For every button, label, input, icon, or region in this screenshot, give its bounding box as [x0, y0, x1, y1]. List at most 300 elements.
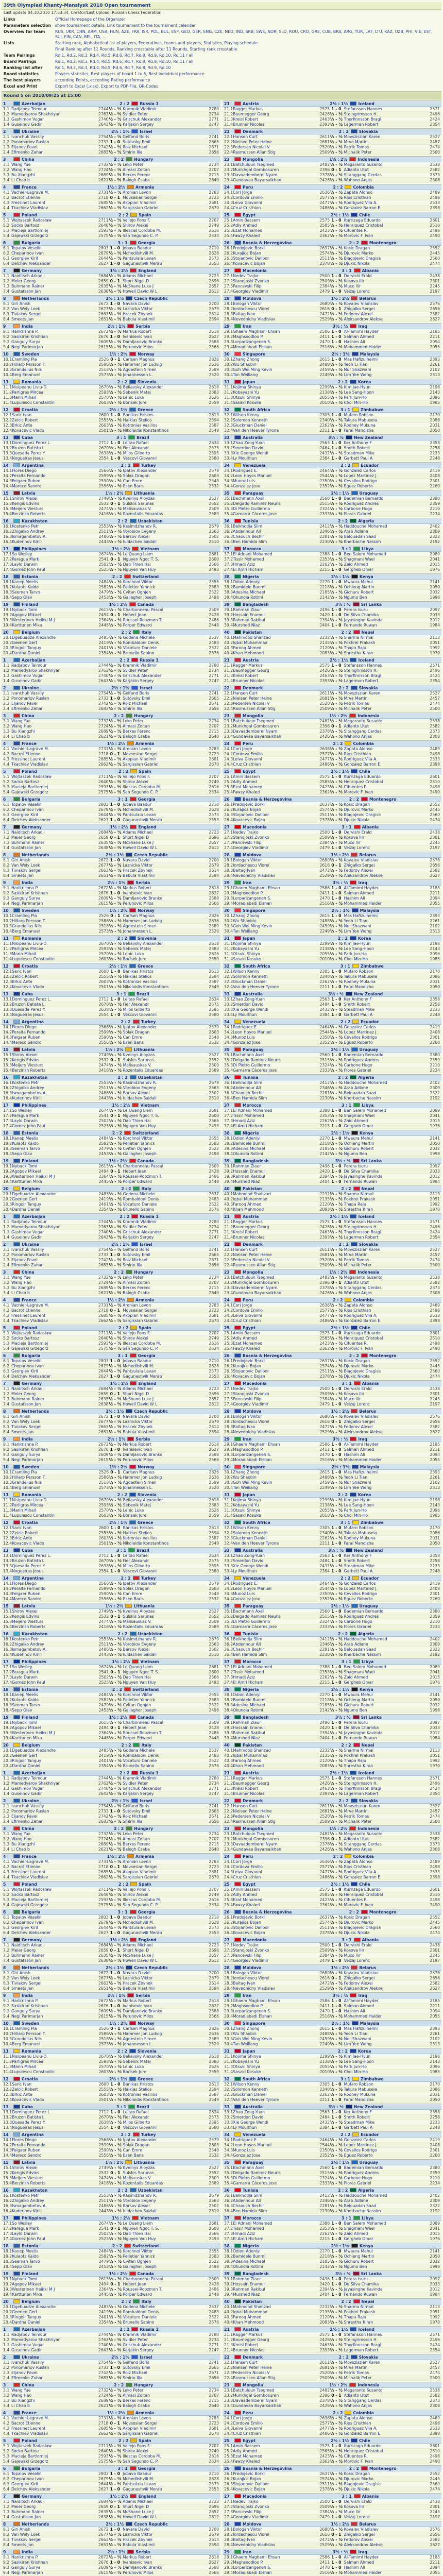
away-team-name[interactable]: Switzerland: [132, 1130, 159, 1136]
match-header[interactable]: [2, 1380, 220, 1386]
black-player[interactable]: Kotronias Vasilios: [123, 979, 158, 984]
white-player[interactable]: Gajewski Grzegorz: [11, 233, 48, 238]
white-player[interactable]: Vachier-Lagrave M.: [11, 1303, 49, 1308]
black-player[interactable]: Mchedlishvili M.: [123, 1364, 155, 1368]
black-player[interactable]: Navara David: [123, 2527, 150, 2532]
black-player[interactable]: Le Quang Liem: [123, 1108, 153, 1113]
black-player[interactable]: Wahono Anjas: [344, 178, 372, 182]
black-player[interactable]: Sargissian Gabriel: [123, 206, 159, 210]
white-player[interactable]: Efimenko Zahar: [11, 1263, 43, 1267]
white-player[interactable]: Nyback Tomi: [12, 1720, 37, 1725]
black-player[interactable]: Ivanisevic Ivan: [123, 334, 152, 339]
home-team-name[interactable]: Bulgaria: [22, 2466, 41, 2471]
away-team-name[interactable]: Brazil: [137, 1548, 149, 1553]
away-team-name[interactable]: Georgia: [138, 240, 156, 245]
black-player[interactable]: Mchedlishvili M.: [123, 807, 155, 812]
white-player[interactable]: Paragua Mark: [12, 557, 39, 562]
black-player[interactable]: Babula Vlastimil: [123, 1430, 155, 1434]
away-team-name[interactable]: Norway: [138, 1464, 155, 1469]
white-player[interactable]: Saric Ivan: [12, 969, 32, 974]
white-player[interactable]: Marin Mihail: [12, 2064, 36, 2069]
black-player[interactable]: Kasimdzhanov R.: [123, 1080, 157, 1085]
white-player[interactable]: Baltag Ivan: [233, 312, 255, 316]
white-player[interactable]: Lorparizangeneh S.: [233, 340, 271, 344]
black-player[interactable]: Adams Michael: [123, 830, 153, 835]
black-player[interactable]: Rozentalis Eduardas: [123, 512, 163, 516]
black-player[interactable]: Hracek Zbynek: [123, 312, 153, 316]
white-player[interactable]: Kanep Meelis: [12, 2249, 39, 2253]
white-player[interactable]: Berzinsh Roberts: [12, 2181, 46, 2185]
black-player[interactable]: Navara David: [123, 858, 150, 862]
match-header[interactable]: [2, 379, 220, 385]
white-player[interactable]: Bacrot Etienne: [11, 2421, 41, 2426]
white-player[interactable]: Naiditsch Arkadij: [11, 274, 45, 278]
away-team-name[interactable]: Canada: [137, 2271, 154, 2276]
black-player[interactable]: Gallagher Joseph: [123, 1708, 157, 1713]
white-player[interactable]: Tkachiev Vladislav: [11, 2431, 48, 2436]
white-player[interactable]: Fressinet Laurent: [11, 2426, 46, 2431]
away-team-name[interactable]: Czech Republic: [134, 1409, 168, 1414]
black-player[interactable]: Grischuk Alexander: [123, 673, 162, 678]
away-team-name[interactable]: England: [138, 268, 157, 273]
white-player[interactable]: Laylo Darwin: [12, 1118, 38, 1123]
match-header[interactable]: [2, 657, 220, 663]
white-player[interactable]: Gomez John Paul: [12, 2236, 45, 2241]
black-player[interactable]: Markus Robert: [123, 1998, 151, 2003]
white-player[interactable]: Smeets Jan: [11, 1986, 34, 1991]
away-team-name[interactable]: Georgia: [138, 2466, 156, 2471]
black-player[interactable]: Grischuk Alexander: [123, 1786, 162, 1791]
info-link[interactable]: RUS, UKR, CHN, ARM, USA, HUN, AZE, FRA, ISR, POL, BUL, ESP, GEO, GER, ENG, CZE, NED, IND, SRB, SWE, NOR, SLO, ROU, CRO, GRE, CUB, BRA, ARG, TUR, LAT, LTU, KAZ, UZB, PHI, VIE, EST, SUI, FIN, CAN, BEL, ITA, ...: [55, 29, 433, 39]
home-team-name[interactable]: Sweden: [22, 1464, 40, 1469]
black-player[interactable]: Hammer Jon Ludvig: [123, 1475, 162, 1480]
white-player[interactable]: Shirov Alexei: [12, 2165, 38, 2170]
black-player[interactable]: Roussel-Roozmon T.: [123, 2287, 163, 2292]
black-player[interactable]: Berkes Ferenc: [123, 173, 151, 177]
home-team-name[interactable]: Peru: [243, 184, 253, 190]
away-team-name[interactable]: Indonesia: [357, 157, 380, 162]
white-player[interactable]: Adly Ahmed: [233, 223, 257, 228]
black-player[interactable]: Barsov Alexei: [123, 1091, 150, 1095]
home-team-name[interactable]: Cuba: [22, 435, 33, 440]
black-player[interactable]: Banikas Hristos: [123, 413, 154, 417]
white-player[interactable]: Kuderinov Kirill: [12, 2209, 42, 2213]
white-player[interactable]: Kreisl Robert: [233, 117, 259, 122]
match-header[interactable]: [223, 184, 441, 190]
white-player[interactable]: Bologan Viktor: [233, 301, 262, 306]
black-player[interactable]: Howell David W L: [123, 289, 158, 294]
white-player[interactable]: Cruz Cristhian: [233, 206, 261, 210]
black-player[interactable]: Malisauskas V.: [123, 1619, 152, 1624]
black-player[interactable]: Adams Michael: [123, 1386, 153, 1391]
match-header[interactable]: [2, 323, 220, 329]
black-player[interactable]: Charbonneau Pascal: [123, 2277, 163, 2281]
black-player[interactable]: Kramnik Vladimir: [123, 1776, 157, 1781]
home-team-name[interactable]: Belgium: [22, 2299, 40, 2304]
match-header[interactable]: [2, 2298, 220, 2304]
black-player[interactable]: Vorobiov Evgeny: [123, 1086, 156, 1090]
away-team-name[interactable]: Turkey: [141, 1019, 156, 1024]
away-team-name[interactable]: Norway: [138, 351, 155, 357]
away-team-name[interactable]: Malaysia: [360, 351, 380, 357]
match-header[interactable]: [2, 295, 220, 301]
white-player[interactable]: Sasikiran Krishnan: [11, 1447, 48, 1452]
white-player[interactable]: Gomez John Paul: [12, 1680, 45, 1685]
white-player[interactable]: Delchev Aleksander: [11, 818, 51, 822]
home-team-name[interactable]: Netherlands: [22, 1965, 49, 1970]
home-team-name[interactable]: Belgium: [22, 630, 40, 635]
white-player[interactable]: Nisipeanu Liviu-D.: [12, 385, 48, 389]
white-player[interactable]: Kostenko Petr: [12, 1080, 39, 1085]
match-header[interactable]: [2, 2076, 220, 2082]
white-player[interactable]: Bruzon Batista L.: [12, 446, 46, 450]
white-player[interactable]: Harikrishna P.: [11, 1442, 39, 1447]
home-team-name[interactable]: Netherlands: [22, 1409, 49, 1414]
white-player[interactable]: Berg Emanuel: [12, 2042, 40, 2046]
black-player[interactable]: Sargissian Gabriel: [123, 1875, 159, 1879]
match-header[interactable]: [2, 2187, 220, 2193]
match-header[interactable]: [2, 2215, 220, 2221]
home-team-name[interactable]: Netherlands: [22, 2521, 49, 2527]
white-player[interactable]: Eljanov Pavel: [11, 701, 38, 706]
black-player[interactable]: Illescas Cordoba M.: [123, 228, 161, 233]
away-team-name[interactable]: Iceland: [358, 101, 374, 106]
white-player[interactable]: Kostenko Petr: [12, 1637, 39, 1641]
black-player[interactable]: Vallejo Pons F.: [123, 1887, 150, 1892]
black-player[interactable]: Solak Dragan: [123, 473, 150, 478]
black-player[interactable]: Smirin Ilia: [123, 2376, 143, 2380]
black-player[interactable]: Milos Gilberto: [123, 1564, 150, 1568]
white-player[interactable]: Efimenko Zahar: [11, 706, 43, 711]
black-player[interactable]: Banikas Hristos: [123, 2082, 154, 2087]
white-player[interactable]: Grandelius Nils: [12, 2037, 42, 2041]
black-player[interactable]: Can Emre: [123, 479, 143, 483]
white-player[interactable]: Dominguez Perez L.: [12, 1553, 52, 1558]
black-player[interactable]: Thorfinnsson Bragi: [344, 117, 381, 122]
black-player[interactable]: Laznicka Viktor: [123, 1419, 153, 1424]
white-player[interactable]: Topalov Veselin: [11, 246, 42, 250]
white-player[interactable]: Kulaots Kaido: [12, 585, 39, 589]
match-header[interactable]: [2, 1492, 220, 1498]
home-team-name[interactable]: Azerbaijan: [22, 1770, 46, 1775]
match-header[interactable]: [2, 1464, 220, 1470]
home-team-name[interactable]: Philippines: [22, 1103, 46, 1108]
white-player[interactable]: Saric Ivan: [12, 413, 32, 417]
white-player[interactable]: Socko Bartosz: [11, 2449, 40, 2453]
away-team-name[interactable]: Albania: [362, 268, 379, 273]
black-player[interactable]: Pantsulaia Levan: [123, 2482, 157, 2486]
white-player[interactable]: Nielsen Peter Heine: [233, 140, 272, 144]
home-team-name[interactable]: Argentina: [22, 1575, 44, 1581]
white-player[interactable]: Negi Parimarjan: [11, 345, 43, 349]
white-player[interactable]: Kostenko Petr: [12, 2193, 39, 2198]
white-player[interactable]: Saric Ivan: [12, 1526, 32, 1530]
away-team-name[interactable]: Slovenia: [137, 379, 157, 384]
black-player[interactable]: Kosic Dragan: [344, 246, 370, 250]
black-player[interactable]: Aronian Levon: [123, 1859, 151, 1864]
away-team-name[interactable]: Iraq: [358, 324, 367, 329]
black-player[interactable]: Ivanisevic Ivan: [123, 1447, 152, 1452]
match-header[interactable]: [223, 240, 441, 246]
match-header[interactable]: [2, 1909, 220, 1915]
home-team-name[interactable]: France: [22, 1854, 37, 1859]
white-player[interactable]: Maghsoodloo P.: [233, 334, 264, 339]
away-team-name[interactable]: Switzerland: [132, 1687, 159, 1692]
white-player[interactable]: Nisipeanu Liviu-D.: [12, 2054, 48, 2059]
black-player[interactable]: Pelletier Yannick: [123, 1141, 156, 1146]
black-player[interactable]: Rombaldoni Denis: [123, 1753, 159, 1758]
black-player[interactable]: Porper Edward: [123, 623, 152, 628]
white-player[interactable]: Kanep Meelis: [12, 580, 39, 584]
black-player[interactable]: Barsov Alexei: [123, 2204, 150, 2208]
white-player[interactable]: Nyback Tomi: [12, 1164, 37, 1168]
white-player[interactable]: Harikrishna P.: [11, 329, 39, 334]
white-player[interactable]: Quesada Perez Y.: [12, 451, 46, 455]
black-player[interactable]: Berkes Ferenc: [123, 1842, 151, 1846]
match-header[interactable]: [2, 1575, 220, 1581]
black-player[interactable]: Jobava Baadur: [123, 1359, 151, 1363]
black-player[interactable]: Navara David: [123, 301, 150, 306]
home-team-name[interactable]: Egypt: [243, 212, 255, 217]
white-player[interactable]: Bu Xiangzhi: [11, 173, 35, 177]
match-header[interactable]: [2, 2549, 220, 2555]
white-player[interactable]: Ponomariov Ruslan: [11, 1809, 49, 1814]
home-team-name[interactable]: France: [22, 184, 37, 190]
home-team-name[interactable]: Netherlands: [22, 296, 49, 301]
black-player[interactable]: Nguyen Van Huy: [123, 567, 156, 572]
home-team-name[interactable]: Bulgaria: [22, 1909, 41, 1914]
black-player[interactable]: Godena Michele: [123, 635, 155, 640]
white-player[interactable]: Iordachescu Viorel: [233, 307, 269, 311]
match-header[interactable]: [2, 1325, 220, 1331]
white-player[interactable]: Kovacevic Bojan: [233, 261, 265, 266]
black-player[interactable]: Short Nigel D: [123, 835, 149, 840]
white-player[interactable]: Gomez John Paul: [12, 1124, 45, 1128]
white-player[interactable]: Wojtaszek Radoslaw: [11, 2444, 52, 2448]
info-link[interactable]: according Points, according Rating performance: [55, 78, 150, 82]
white-player[interactable]: Davaademberel Nyam.: [233, 173, 279, 177]
white-player[interactable]: Kovacevic Vlado: [12, 428, 44, 433]
away-team-name[interactable]: Russia 1: [140, 1770, 159, 1775]
white-player[interactable]: Amin Bassem: [233, 218, 260, 223]
white-player[interactable]: Gashimov Vugar: [11, 673, 44, 678]
white-player[interactable]: Buhmann Rainer: [11, 1397, 45, 1401]
black-player[interactable]: Ipatov Alexander: [123, 468, 157, 473]
black-player[interactable]: Sargissian Gabriel: [123, 2431, 159, 2436]
black-player[interactable]: Adianto Utut: [344, 167, 369, 172]
match-header[interactable]: [2, 1046, 220, 1053]
black-player[interactable]: Grischuk Alexander: [123, 117, 162, 122]
white-player[interactable]: Wang Yue: [11, 719, 31, 723]
away-team-name[interactable]: Hungary: [134, 1269, 154, 1275]
white-player[interactable]: Li Chao b: [11, 2403, 30, 2408]
white-player[interactable]: Nyback Tomi: [12, 607, 37, 612]
black-player[interactable]: Kramnik Vladimir: [123, 2332, 157, 2337]
white-player[interactable]: Gashimov Vugar: [11, 117, 44, 122]
away-team-name[interactable]: Georgia: [138, 1353, 156, 1358]
info-link[interactable]: Rd.1, Rd.2, Rd.3, Rd.4, Rd.5, Rd.6, Rd.7, Rd.8, Rd.9, Rd.10: [55, 65, 171, 70]
black-player[interactable]: Vorobiov Evgeny: [123, 529, 156, 534]
home-team-name[interactable]: Germany: [22, 2494, 42, 2499]
white-player[interactable]: Kengis Edvins: [12, 1058, 40, 1062]
black-player[interactable]: Movsesian Sergei: [123, 1865, 158, 1869]
black-player[interactable]: Vallejo Pons F.: [123, 218, 150, 223]
white-player[interactable]: Ismagambetov A.: [12, 1091, 47, 1095]
black-player[interactable]: Rozentalis Eduardas: [123, 2181, 163, 2185]
away-team-name[interactable]: Czech Republic: [134, 2521, 168, 2527]
black-player[interactable]: Kramnik Vladimir: [123, 107, 157, 111]
white-player[interactable]: Nogueiras Jesus: [12, 456, 44, 461]
black-player[interactable]: Esen Baris: [123, 484, 144, 488]
home-team-name[interactable]: France: [22, 1297, 37, 1302]
away-team-name[interactable]: Slovenia: [137, 2048, 157, 2054]
black-player[interactable]: Perunovic Milos: [123, 2014, 154, 2019]
black-player[interactable]: Gelfand Boris: [123, 1247, 149, 1252]
white-player[interactable]: Tkachiev Vladislav: [11, 1318, 48, 1323]
black-player[interactable]: Iuldachev Saidali: [123, 2209, 157, 2213]
black-player[interactable]: Ivanisevic Ivan: [123, 2004, 152, 2008]
black-player[interactable]: Pantsulaia Levan: [123, 256, 157, 261]
black-player[interactable]: San Segundo C. P.: [123, 2459, 159, 2464]
black-player[interactable]: Zapata Alonso: [344, 190, 373, 195]
white-player[interactable]: Felgaer Ruben: [12, 479, 41, 483]
black-player[interactable]: Almasi Zoltan: [123, 1837, 150, 1841]
white-player[interactable]: Moradiabadi Elshan: [233, 345, 272, 349]
black-player[interactable]: Borisek Jure: [123, 1513, 147, 1518]
black-player[interactable]: Aronian Levon: [123, 190, 151, 195]
black-player[interactable]: Howell David W L: [123, 1958, 158, 1963]
black-player[interactable]: Nikolaidis Konstantinos: [123, 985, 169, 989]
white-player[interactable]: Gashimov Vugar: [11, 2343, 44, 2347]
white-player[interactable]: Flores Diego: [12, 1581, 37, 1586]
white-player[interactable]: Gustafsson Jan: [11, 2515, 41, 2519]
white-player[interactable]: Ganguly Surya: [11, 2009, 41, 2013]
white-player[interactable]: Tkachiev Vladislav: [11, 1875, 48, 1879]
match-header[interactable]: [2, 1269, 220, 1275]
black-player[interactable]: Porper Edward: [123, 1179, 152, 1184]
white-player[interactable]: Batchuluun Tsegmed: [233, 162, 275, 167]
match-header[interactable]: [2, 1408, 220, 1414]
away-team-name[interactable]: Switzerland: [132, 2243, 159, 2248]
white-player[interactable]: Wang Hao: [11, 724, 32, 728]
white-player[interactable]: Guseinov Gadir: [11, 1235, 42, 1240]
white-player[interactable]: Meier Georg: [11, 2504, 36, 2509]
white-player[interactable]: Parligras Mircea: [12, 390, 44, 395]
black-player[interactable]: Le Quang Liem: [123, 552, 153, 556]
black-player[interactable]: Kveinys Aloyzas: [123, 2165, 155, 2170]
home-team-name[interactable]: Ukraine: [22, 2354, 39, 2360]
away-team-name[interactable]: England: [138, 2494, 157, 2499]
match-header[interactable]: [2, 1825, 220, 1832]
black-player[interactable]: Howell David W L: [123, 2515, 158, 2519]
white-player[interactable]: Ragger Markus: [233, 107, 263, 111]
match-header[interactable]: [223, 100, 441, 107]
black-player[interactable]: Fier Alexandr: [123, 2115, 149, 2120]
white-player[interactable]: Nogueiras Jesus: [12, 2125, 44, 2130]
white-player[interactable]: Ganguly Surya: [11, 896, 41, 901]
white-player[interactable]: Mamedyarov Shakhriyar: [11, 2337, 60, 2342]
black-player[interactable]: Howell David W L: [123, 1402, 158, 1406]
black-player[interactable]: Gagunashvili Merab: [123, 261, 162, 266]
black-player[interactable]: Gagunashvili Merab: [123, 2487, 162, 2492]
black-player[interactable]: Grischuk Alexander: [123, 2343, 162, 2347]
match-header[interactable]: [2, 1241, 220, 1247]
white-player[interactable]: Mareco Sandro: [12, 1597, 42, 1601]
black-player[interactable]: Short Nigel D: [123, 2504, 149, 2509]
black-player[interactable]: Laznicka Viktor: [123, 863, 153, 868]
away-team-name[interactable]: Greece: [138, 2076, 154, 2081]
away-team-name[interactable]: Armenia: [135, 1854, 155, 1859]
black-player[interactable]: Kveinys Aloyzas: [123, 1053, 155, 1057]
black-player[interactable]: Kosova Ilir: [344, 279, 365, 283]
black-player[interactable]: Svidler Peter: [123, 668, 148, 673]
white-player[interactable]: Leiva Giovanni: [233, 200, 262, 205]
black-player[interactable]: Almasi Zoltan: [123, 167, 150, 172]
home-team-name[interactable]: China: [22, 1269, 35, 1275]
black-player[interactable]: Barsov Alexei: [123, 534, 150, 539]
away-team-name[interactable]: Hungary: [134, 713, 154, 718]
black-player[interactable]: Hebert Jean: [123, 2282, 146, 2286]
away-team-name[interactable]: Serbia: [135, 1436, 150, 1442]
black-player[interactable]: Ipatov Alexander: [123, 1025, 157, 1029]
home-team-name[interactable]: Estonia: [22, 2243, 39, 2248]
white-player[interactable]: Peralta Fernando: [12, 1586, 46, 1591]
white-player[interactable]: Wang Yue: [11, 2388, 31, 2393]
black-player[interactable]: Pantsulaia Levan: [123, 812, 157, 817]
white-player[interactable]: Eljanov Pavel: [11, 2370, 38, 2375]
home-team-name[interactable]: Moldova: [243, 296, 262, 301]
white-player[interactable]: Kengis Edvins: [12, 2171, 40, 2175]
white-player[interactable]: Sasikiran Krishnan: [11, 334, 48, 339]
match-header[interactable]: [2, 1714, 220, 1720]
match-header[interactable]: [2, 1519, 220, 1526]
white-player[interactable]: Paragua Mark: [12, 1670, 39, 1674]
white-player[interactable]: Lupulescu Constantin: [12, 957, 55, 961]
home-team-name[interactable]: Argentina: [22, 2132, 44, 2137]
black-player[interactable]: Mchedlishvili M.: [123, 2477, 155, 2481]
white-player[interactable]: Berzinsh Roberts: [12, 512, 46, 516]
white-player[interactable]: Buhmann Rainer: [11, 1953, 45, 1958]
home-team-name[interactable]: Denmark: [243, 129, 263, 134]
black-player[interactable]: Lenic Luka: [123, 952, 144, 956]
white-player[interactable]: Ponomariov Ruslan: [11, 696, 49, 701]
black-player[interactable]: Almasi Zoltan: [123, 2393, 150, 2398]
white-player[interactable]: Tiviakov Sergei: [11, 868, 42, 873]
white-player[interactable]: Lupulescu Constantin: [12, 1513, 55, 1518]
home-team-name[interactable]: Philippines: [22, 1659, 46, 1664]
white-player[interactable]: Bacrot Etienne: [11, 752, 41, 756]
white-player[interactable]: Li Chao b: [11, 178, 30, 182]
white-player[interactable]: Predojevic Borki: [233, 246, 265, 250]
white-player[interactable]: Wojtaszek Radoslaw: [11, 218, 52, 223]
white-player[interactable]: Peralta Fernando: [12, 1030, 46, 1035]
home-team-name[interactable]: Poland: [22, 1882, 37, 1887]
home-team-name[interactable]: Germany: [22, 824, 42, 829]
match-header[interactable]: [2, 434, 220, 440]
black-player[interactable]: Petrik Tomas: [344, 145, 369, 149]
black-player[interactable]: Gelfand Boris: [123, 134, 149, 139]
black-player[interactable]: Beliavsky Alexander: [123, 1498, 163, 1502]
white-player[interactable]: Ismagambetov A.: [12, 534, 47, 539]
black-player[interactable]: Agdestein Simen: [123, 367, 157, 372]
home-team-name[interactable]: Latvia: [22, 1047, 36, 1052]
black-player[interactable]: McShane Luke J: [123, 284, 154, 289]
black-player[interactable]: Kotronias Vasilios: [123, 1536, 158, 1540]
black-player[interactable]: Laznicka Viktor: [123, 1976, 153, 1980]
black-player[interactable]: Movsesian Sergei: [123, 195, 158, 200]
white-player[interactable]: Bruzon Batista L.: [12, 2115, 46, 2120]
black-player[interactable]: Almasi Zoltan: [123, 724, 150, 728]
